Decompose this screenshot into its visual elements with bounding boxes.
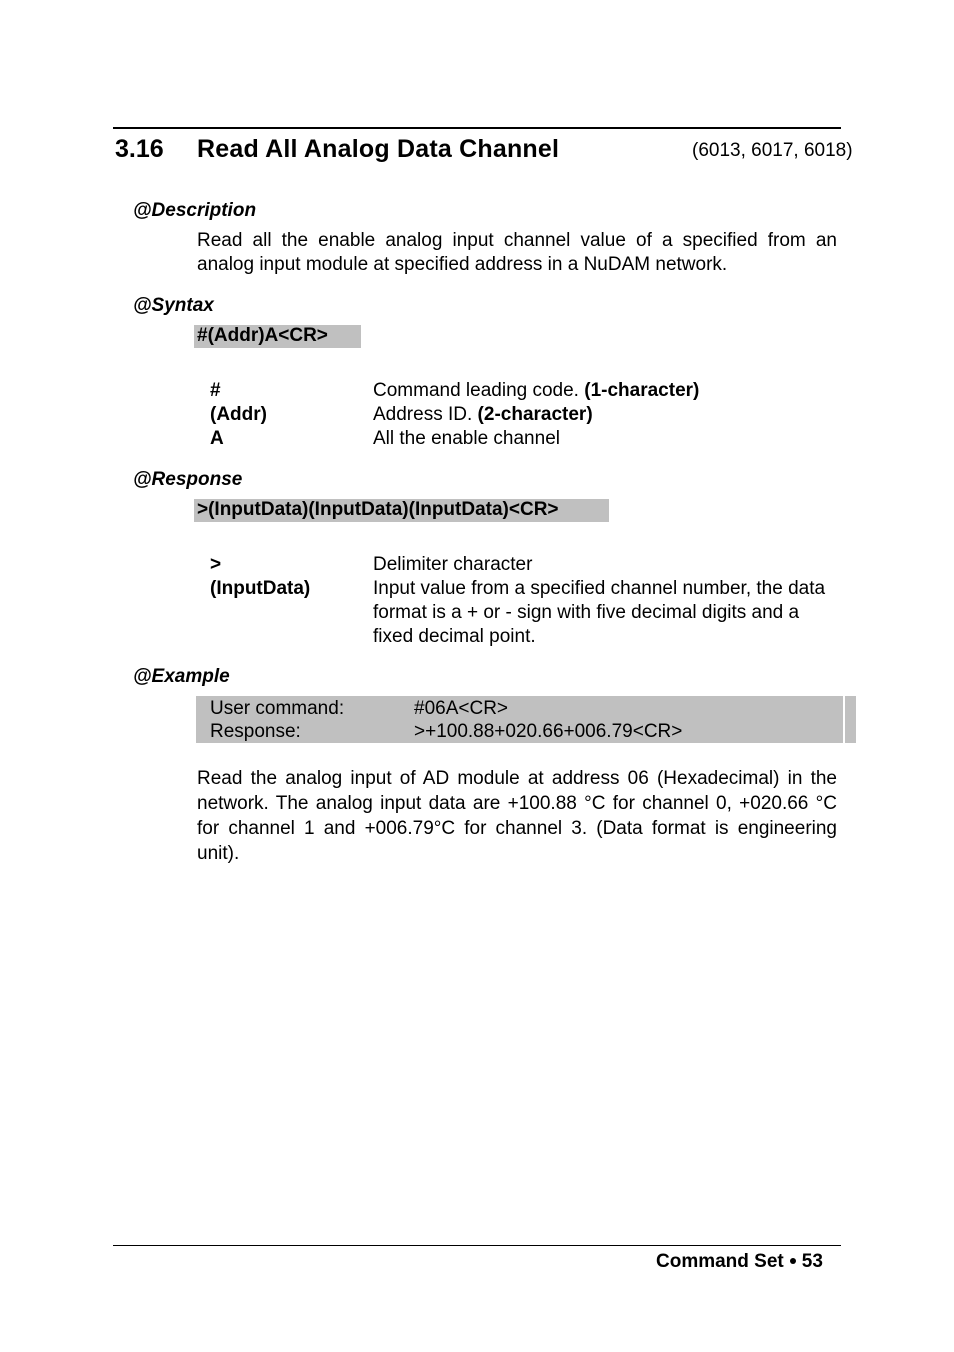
syntax-param-desc-addr: Address ID. (2-character) xyxy=(373,404,593,425)
syntax-param-key-addr: (Addr) xyxy=(210,404,267,425)
description-heading: @Description xyxy=(133,200,257,221)
example-user-command-label: User command: xyxy=(210,698,345,719)
example-box xyxy=(196,696,856,743)
top-rule xyxy=(113,127,841,129)
example-user-command-value: #06A<CR> xyxy=(414,698,509,719)
syntax-param-desc-hash: Command leading code. (1-character) xyxy=(373,380,700,401)
response-param-desc-delimiter: Delimiter character xyxy=(373,554,533,575)
example-box-edge xyxy=(843,696,845,743)
page-footer xyxy=(656,1251,823,1273)
footer-page-number: 53 xyxy=(801,1251,823,1272)
response-param-key-delimiter: > xyxy=(210,554,222,575)
example-response-value: >+100.88+020.66+006.79<CR> xyxy=(414,721,683,742)
bullet-icon xyxy=(790,1258,796,1264)
syntax-heading: @Syntax xyxy=(133,295,214,316)
footer-chapter: Command Set xyxy=(656,1251,784,1272)
description-text: Read all the enable analog input channel value of a specified from an analog input module at specified address in a NuDAM network. xyxy=(197,230,837,275)
syntax-command: #(Addr)A<CR> xyxy=(194,325,361,348)
response-heading: @Response xyxy=(133,469,243,490)
example-response-label: Response: xyxy=(210,721,301,742)
example-heading: @Example xyxy=(133,666,230,687)
syntax-param-key-a: A xyxy=(210,428,224,449)
example-explanation: Read the analog input of AD module at address 06 (Hexadecimal) in the network. The analog input data are +100.88 °C for channel 0, +020.66 °C for channel 1 and +006.79°C for channel 3. (Data format is engineering unit). xyxy=(197,768,837,864)
syntax-param-key-hash: # xyxy=(210,380,221,401)
section-title: Read All Analog Data Channel xyxy=(197,135,560,163)
section-models: (6013, 6017, 6018) xyxy=(692,140,853,161)
syntax-param-desc-a: All the enable channel xyxy=(373,428,560,449)
bottom-rule xyxy=(113,1245,841,1246)
response-param-key-inputdata: (InputData) xyxy=(210,578,311,599)
section-number: 3.16 xyxy=(115,135,164,163)
response-param-desc-inputdata: Input value from a specified channel number, the data format is a + or - sign with five decimal digits and a fixed decimal point. xyxy=(373,578,826,647)
response-command: >(InputData)(InputData)(InputData)<CR> xyxy=(194,499,609,522)
